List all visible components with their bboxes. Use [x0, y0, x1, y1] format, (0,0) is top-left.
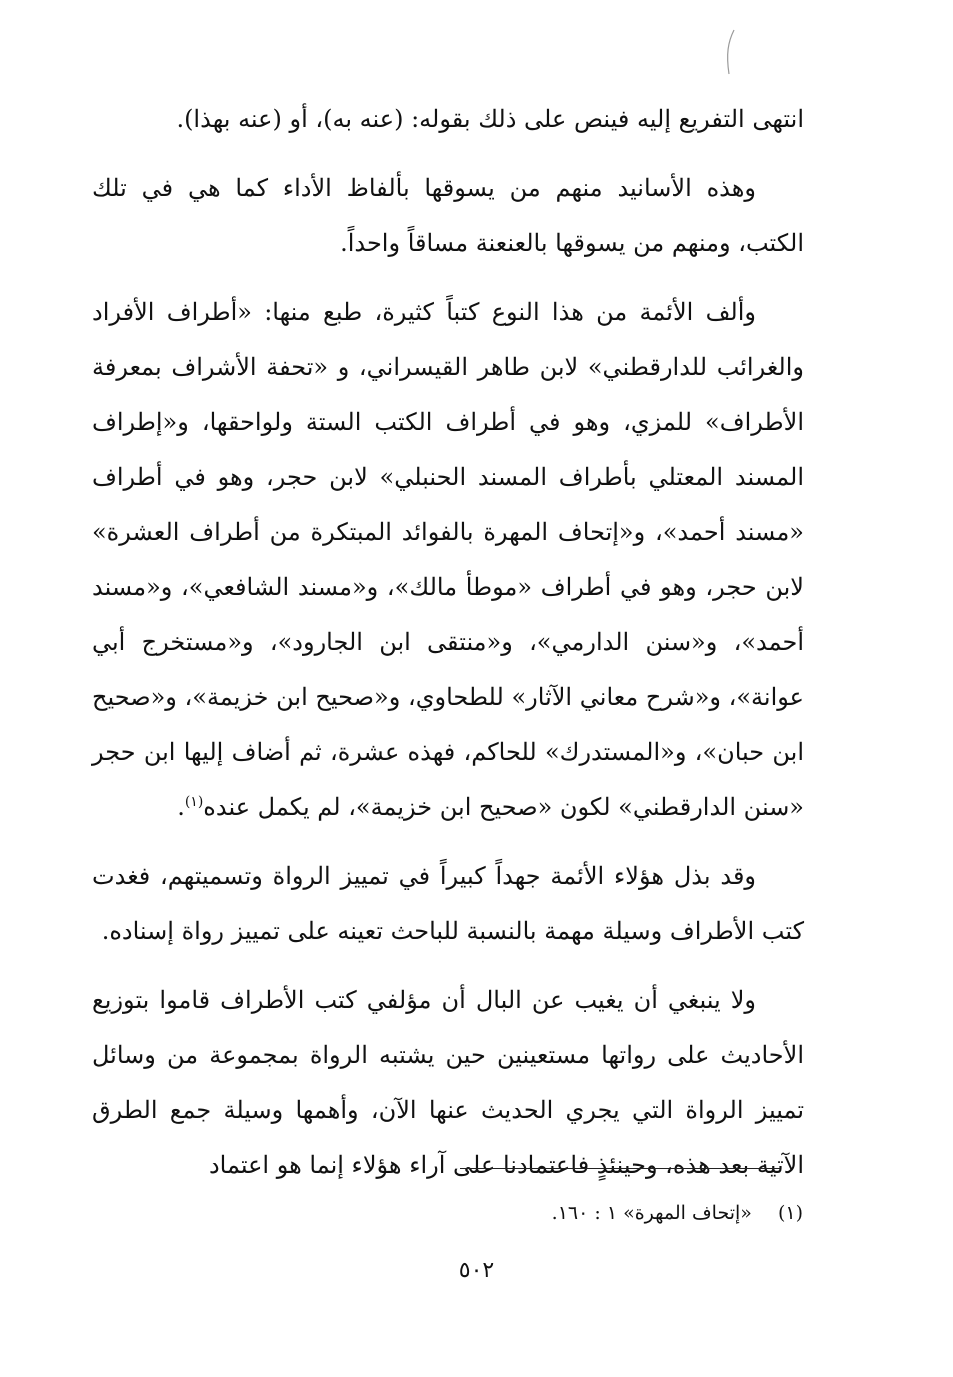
- pen-stroke-mark: [720, 28, 740, 76]
- paragraph-continuation: انتهى التفريع إليه فينص على ذلك بقوله: (عنه به)، أو (عنه بهذا).: [176, 105, 804, 133]
- footnote-text: «إتحاف المهرة» ١ : ١٦٠.: [551, 1202, 752, 1224]
- page-body: [92, 92, 804, 1207]
- paragraph-isnad-styles: وهذه الأسانيد منهم من يسوقها بألفاظ الأداء كما هي في تلك الكتب، ومنهم من يسوقها بالعنعنة مساقاً واحداً.: [92, 174, 804, 257]
- paragraph-effort: وقد بذل هؤلاء الأئمة جهداً كبيراً في تمييز الرواة وتسميتهم، فغدت كتب الأطراف وسيلة مهمة بالنسبة للباحث تعينه على تمييز رواة إسناده.: [92, 862, 804, 945]
- footnote-reference: (١): [184, 794, 204, 810]
- footnote-divider: [460, 1168, 780, 1169]
- paragraph-atraf-books-text: وألف الأئمة من هذا النوع كتباً كثيرة، طبع منها: «أطراف الأفراد والغرائب للدارقطني» لابن طاهر القيسراني، و «تحفة الأشراف بمعرفة الأطراف» للمزي، وهو في أطراف الكتب الستة ولواحقها، و«إطراف المسند المعتلي بأطراف المسند الحنبلي» لابن حجر، وهو في أطراف «مسند أحمد»، و«إتحاف المهرة بالفوائد المبتكرة من أطراف العشرة» لابن حجر، وهو في أطراف «موطأ مالك»، و«مسند الشافعي»، و«مسند أحمد»، و«سنن الدارمي»، و«منتقى ابن الجارود»، و«مستخرج أبي عوانة»، و«شرح معاني الآثار» للطحاوي، و«صحيح ابن خزيمة»، و«صحيح ابن حبان»، و«المستدرك» للحاكم، فهذه عشرة، ثم أضاف إليها ابن حجر «سنن الدارقطني» لكون «صحيح ابن خزيمة»، لم يكمل عنده: [92, 298, 804, 821]
- paragraph-distribution: ولا ينبغي أن يغيب عن البال أن مؤلفي كتب الأطراف قاموا بتوزيع الأحاديث على رواتها مستعينين حين يشتبه الرواة بمجموعة من وسائل تمييز الرواة التي يجري الحديث عنها الآن، وأهمها وسيلة جمع الطرق الآتية بعد هذه، وحينئذٍ فاعتمادنا على آراء هؤلاء إنما هو اعتماد: [92, 986, 804, 1179]
- paragraph-atraf-books: [92, 285, 804, 835]
- paragraph-end-period: .: [177, 793, 185, 821]
- footnote-number: (١): [777, 1202, 803, 1224]
- footnote: [552, 1198, 803, 1228]
- page-number: ٥٠٢: [458, 1258, 495, 1283]
